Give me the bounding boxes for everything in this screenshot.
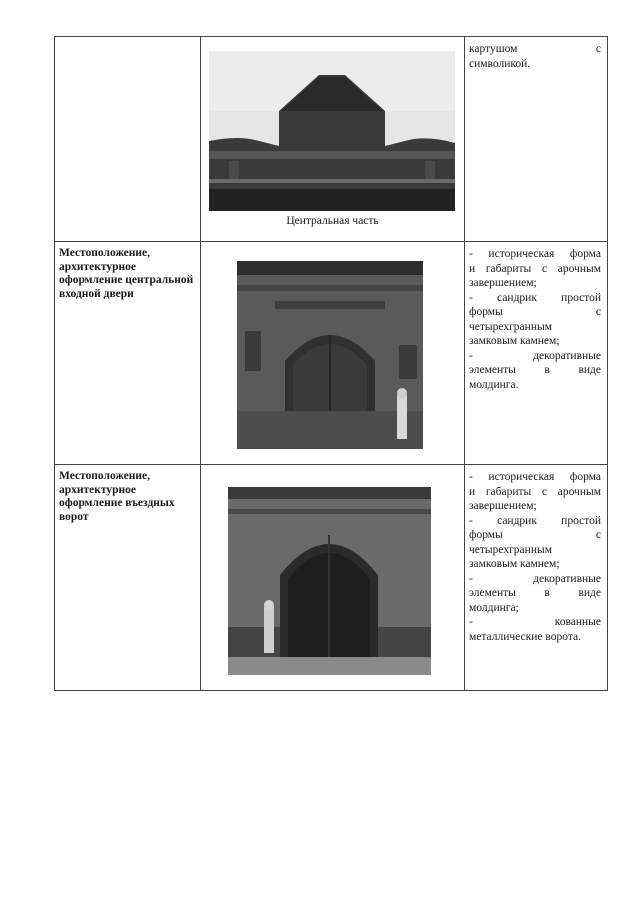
description-line: молдинга. — [469, 378, 519, 391]
table-row — [55, 37, 608, 242]
description-line: замковым камнем; — [469, 335, 560, 347]
description-line: завершением; — [469, 277, 537, 289]
description-line: и габариты с арочным — [469, 262, 601, 275]
description-line: - историческая форма — [469, 471, 601, 483]
entrance-door-photo — [237, 261, 423, 449]
row1-label — [55, 37, 200, 42]
row1-label-cell — [55, 37, 201, 242]
entrance-gate-photo — [228, 487, 431, 675]
description-line: символикой. — [469, 57, 531, 70]
monument-description-table — [54, 36, 608, 691]
description-line: завершением; — [469, 500, 537, 512]
description-line: картушом с — [469, 43, 601, 55]
row3-description — [465, 465, 607, 644]
description-line: молдинга; — [469, 601, 519, 614]
row1-description — [465, 37, 607, 71]
description-line: и габариты с арочным — [469, 485, 601, 498]
description-line: - кованные — [469, 616, 601, 628]
description-line: - сандрик простой — [469, 291, 601, 304]
description-line: четырехгранным — [469, 320, 552, 333]
table-row — [55, 242, 608, 465]
central-part-photo — [209, 51, 455, 211]
row2-label: Местоположение, архитектурное оформление центральной входной двери — [59, 247, 194, 300]
row3-image-cell — [201, 465, 465, 691]
row3-label: Местоположение, архитектурное оформление въездных ворот — [59, 470, 175, 523]
description-line: - сандрик простой — [469, 514, 601, 527]
description-line: четырехгранным — [469, 543, 552, 556]
row3-description-cell — [465, 465, 608, 691]
description-line: металлические ворота. — [469, 630, 581, 643]
description-line: замковым камнем; — [469, 558, 560, 570]
description-line: - декоративные — [469, 349, 601, 362]
description-line: - историческая форма — [469, 248, 601, 260]
row2-description-cell — [465, 242, 608, 465]
row1-description-cell — [465, 37, 608, 242]
description-line: формы с — [469, 529, 601, 541]
row2-label-cell — [55, 242, 201, 465]
row1-image-cell — [201, 37, 465, 242]
description-line: - декоративные — [469, 572, 601, 585]
row3-label-cell — [55, 465, 201, 691]
description-line: формы с — [469, 306, 601, 318]
description-line: элементы в виде — [469, 587, 601, 599]
central-part-caption: Центральная часть — [286, 215, 379, 227]
row2-description — [465, 242, 607, 392]
row2-image-cell — [201, 242, 465, 465]
description-line: элементы в виде — [469, 364, 601, 376]
table-row — [55, 465, 608, 691]
